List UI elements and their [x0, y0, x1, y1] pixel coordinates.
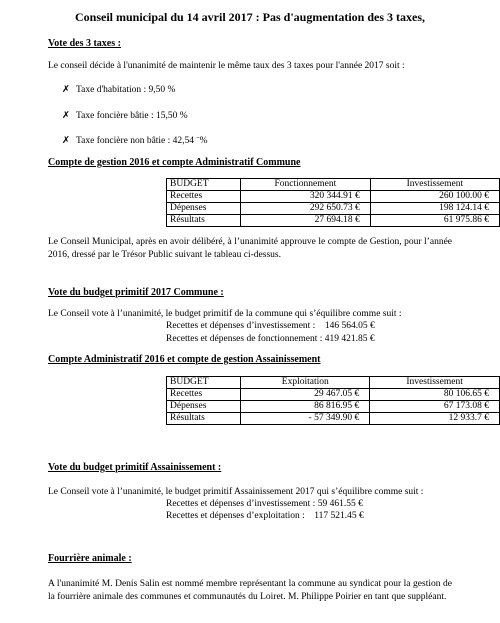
- table-cell: 292 650.73 €: [241, 203, 371, 215]
- table-cell: 86 816.95 €: [241, 401, 370, 413]
- page-title: Conseil municipal du 14 avril 2017 : Pas d'augmentation des 3 taxes,: [74, 10, 426, 24]
- table-row: [167, 413, 500, 425]
- budget-assainissement-line: Recettes et dépenses d’exploitation : 117 521.45 €: [166, 511, 364, 521]
- budget-commune-line: Recettes et dépenses de fonctionnement : 419 421.85 €: [166, 334, 375, 344]
- budget-assainissement-heading: Vote du budget primitif Assainissement :: [48, 462, 222, 473]
- table-cell: - 57 349.90 €: [241, 413, 370, 425]
- budget-assainissement-line: Recettes et dépenses d’investissement : 59 461.55 €: [166, 499, 363, 509]
- commune-table: [166, 178, 500, 227]
- table-cell: Résultats: [167, 413, 241, 425]
- tax-item: ✗ Taxe foncière bâtie : 15,50 %: [62, 111, 188, 121]
- table-cell: 29 467.05 €: [241, 389, 370, 401]
- table-cell: 27 694.18 €: [241, 215, 371, 227]
- assainissement-heading: Compte Administratif 2016 et compte de gestion Assainissement: [48, 354, 321, 365]
- table-header-cell: BUDGET: [167, 377, 241, 389]
- table-header-cell: Fonctionnement: [241, 179, 371, 191]
- table-cell: 320 344.91 €: [241, 191, 371, 203]
- table-cell: 198 124.14 €: [370, 203, 499, 215]
- taxes-heading: Vote des 3 taxes :: [48, 38, 121, 49]
- budget-commune-line: Recettes et dépenses d’investissement : 146 564.05 €: [166, 321, 375, 331]
- table-cell: Recettes: [167, 389, 241, 401]
- cross-bullet-icon: ✗: [62, 85, 70, 95]
- table-cell: Résultats: [167, 215, 241, 227]
- taxes-intro: Le conseil décide à l'unanimité de maintenir le même taux des 3 taxes pour l'année 2017 soit :: [48, 61, 405, 71]
- table-cell: 80 106.65 €: [370, 389, 500, 401]
- table-header-cell: Investissement: [370, 179, 499, 191]
- table-header-cell: Exploitation: [241, 377, 370, 389]
- tax-item: ✗ Taxe d'habitation : 9,50 %: [62, 85, 176, 95]
- table-header-cell: Investissement: [370, 377, 500, 389]
- table-cell: 12 933.7 €: [370, 413, 500, 425]
- table-cell: 67 173.08 €: [370, 401, 500, 413]
- table-cell: Recettes: [167, 191, 241, 203]
- assainissement-table: [166, 376, 500, 425]
- commune-approval-text: Le Conseil Municipal, après en avoir délibéré, à l’unanimité approuve le compte de Gestion, pour l’année 2016, dressé par le Trésor Public suivant le tableau ci-dessus.: [48, 237, 452, 260]
- table-cell: 260 100.00 €: [370, 191, 499, 203]
- table-header-cell: BUDGET: [167, 179, 241, 191]
- budget-commune-intro: Le Conseil vote à l’unanimité, le budget primitif de la commune qui s’équilibre comme suit :: [48, 309, 402, 319]
- table-row: [167, 215, 500, 227]
- table-cell: Dépenses: [167, 203, 241, 215]
- table-header-row: [167, 377, 500, 389]
- table-row: [167, 191, 500, 203]
- table-row: [167, 203, 500, 215]
- budget-commune-heading: Vote du budget primitif 2017 Commune :: [48, 287, 224, 298]
- cross-bullet-icon: ✗: [62, 111, 70, 121]
- tax-item: ✗ Taxe foncière non bâtie : 42,54 ¨%: [62, 136, 208, 146]
- table-row: [167, 401, 500, 413]
- cross-bullet-icon: ✗: [62, 136, 70, 146]
- fourriere-heading: Fourrière animale :: [48, 553, 132, 564]
- commune-heading: Compte de gestion 2016 et compte Administratif Commune: [48, 157, 301, 168]
- table-row: [167, 389, 500, 401]
- table-cell: Dépenses: [167, 401, 241, 413]
- table-cell: 61 975.86 €: [370, 215, 499, 227]
- table-header-row: [167, 179, 500, 191]
- budget-assainissement-intro: Le Conseil vote à l’unanimité, le budget primitif Assainissement 2017 qui s’équilibre comme suit :: [48, 487, 424, 497]
- fourriere-text: A l'unanimité M. Denis Salin est nommé membre représentant la commune au syndicat pour la gestion de la fourrière animale des communes et communautés du Loiret. M. Philippe Poirier en tant que suppléant.: [48, 579, 452, 602]
